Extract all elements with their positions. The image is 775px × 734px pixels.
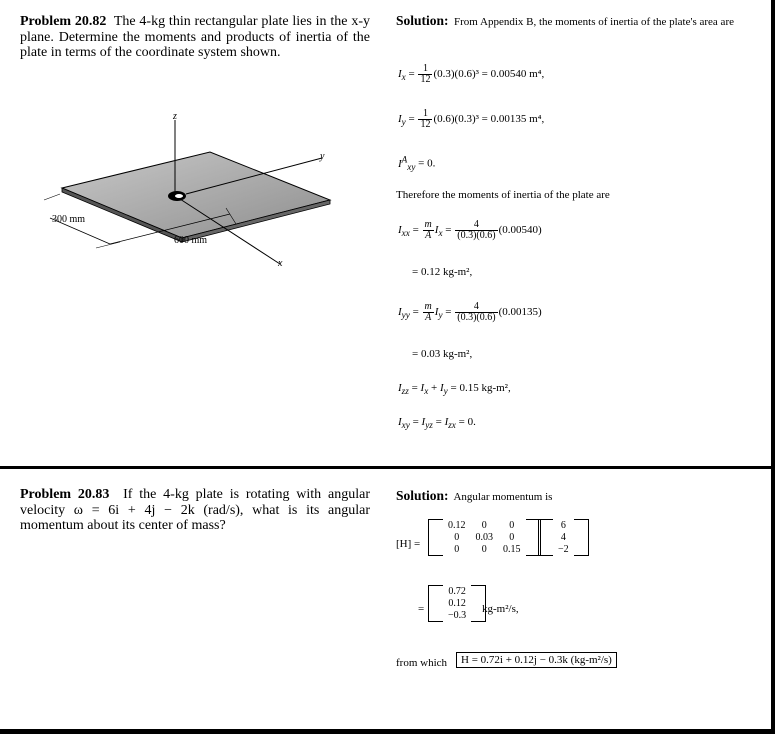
inertia-matrix-cell: 0.03: [475, 531, 493, 543]
solution-20-82-intro: [396, 14, 756, 29]
dim-600-label: 600 mm: [174, 235, 208, 246]
result-units: kg-m²/s,: [482, 603, 519, 615]
inertia-matrix-cell: 0: [509, 519, 515, 531]
solution-label: Solution:: [396, 13, 449, 28]
problem-20-83-text: If the 4-kg plate is rotating with angular velocity ω = 6i + 4j − 2k (rad/s), what is its angular momentum about its center of mass?: [20, 487, 370, 533]
omega-vector-cell: −2: [558, 543, 569, 555]
plate-top-face: [62, 152, 330, 238]
solution-intro-text: From Appendix B, the moments of inertia of the plate's area are: [454, 16, 734, 28]
eq-Izz: $I_{zz} = I_x + I_y = 0.15$ kg-m²,: [398, 382, 511, 397]
result-vector-left-bracket: [429, 586, 444, 622]
inertia-matrix-left-bracket: [429, 520, 444, 556]
problem-20-83-title: Problem 20.83: [20, 487, 110, 502]
inertia-matrix-cell: 0: [481, 543, 487, 555]
inertia-matrix-cell: 0: [509, 531, 515, 543]
section-divider: [0, 466, 771, 469]
eq-Ixy-area: $I^A_{xy} = 0$.: [398, 154, 436, 172]
inertia-matrix-cell: 0: [454, 531, 460, 543]
eq-products: $I_{xy} = I_{yz} = I_{zx} = 0$.: [398, 416, 476, 431]
eq-Iyy: $I_{yy}$ = $\frac{m}{A}$ $I_y$ = $\frac{4}{(0.3)(0.6)}$ (0.00135): [398, 301, 542, 323]
inertia-matrix-cell: 0.15: [503, 543, 521, 555]
inertia-matrix-cell: 0: [481, 519, 487, 531]
equals-sign: =: [418, 603, 425, 615]
inertia-matrix: [428, 519, 541, 556]
omega-vector-cell: 4: [560, 531, 566, 543]
eq-Iyy-result: = 0.03 kg-m²,: [412, 348, 473, 360]
result-vector-cell: 0.12: [448, 597, 466, 609]
final-answer-box: H = 0.72i + 0.12j − 0.3k (kg-m²/s): [456, 652, 617, 668]
eq-Ix: $I_x$ = $\frac{1}{12}$ (0.3)(0.6)³ = 0.00540 m⁴,: [398, 63, 545, 85]
result-vector-cell: −0.3: [448, 609, 467, 621]
solution-20-83-intro: [396, 489, 756, 504]
axis-x-label: x: [278, 258, 283, 269]
from-which-text: from which: [396, 657, 448, 669]
problem-20-83-statement: [20, 487, 370, 534]
problem-20-82-title: Problem 20.82: [20, 14, 107, 29]
omega-vector-left-bracket: [539, 520, 554, 556]
problem-20-82-statement: [20, 14, 370, 61]
solution-label-2: Solution:: [396, 488, 449, 503]
eq-Ixx: $I_{xx}$ = $\frac{m}{A}$ $I_x$ = $\frac{4}{(0.3)(0.6)}$ (0.00540): [398, 219, 542, 241]
therefore-text: Therefore the moments of inertia of the plate are: [396, 189, 610, 201]
eq-Ixx-result: = 0.12 kg-m²,: [412, 266, 473, 278]
axis-z-label: z: [173, 111, 177, 122]
eq-Iy: $I_y$ = $\frac{1}{12}$ (0.6)(0.3)³ = 0.00135 m⁴,: [398, 108, 545, 130]
omega-vector-cell: 6: [560, 519, 566, 531]
inertia-matrix-cell: 0.12: [448, 519, 466, 531]
plate-figure: [30, 100, 370, 280]
omega-vector: [538, 519, 589, 556]
omega-vector-right-bracket: [574, 520, 589, 556]
H-label: [H] =: [396, 538, 421, 550]
solution-intro-text-2: Angular momentum is: [453, 491, 553, 503]
dim-300-label: 300 mm: [52, 214, 86, 225]
axis-y-label: y: [320, 151, 325, 162]
result-vector: [428, 585, 486, 622]
inertia-matrix-cell: 0: [454, 543, 460, 555]
problem-20-82-text: The 4-kg thin rectangular plate lies in the x-y plane. Determine the moments and products of inertia of the plate in terms of the coordinate system shown.: [20, 14, 370, 60]
result-vector-cell: 0.72: [448, 585, 466, 597]
